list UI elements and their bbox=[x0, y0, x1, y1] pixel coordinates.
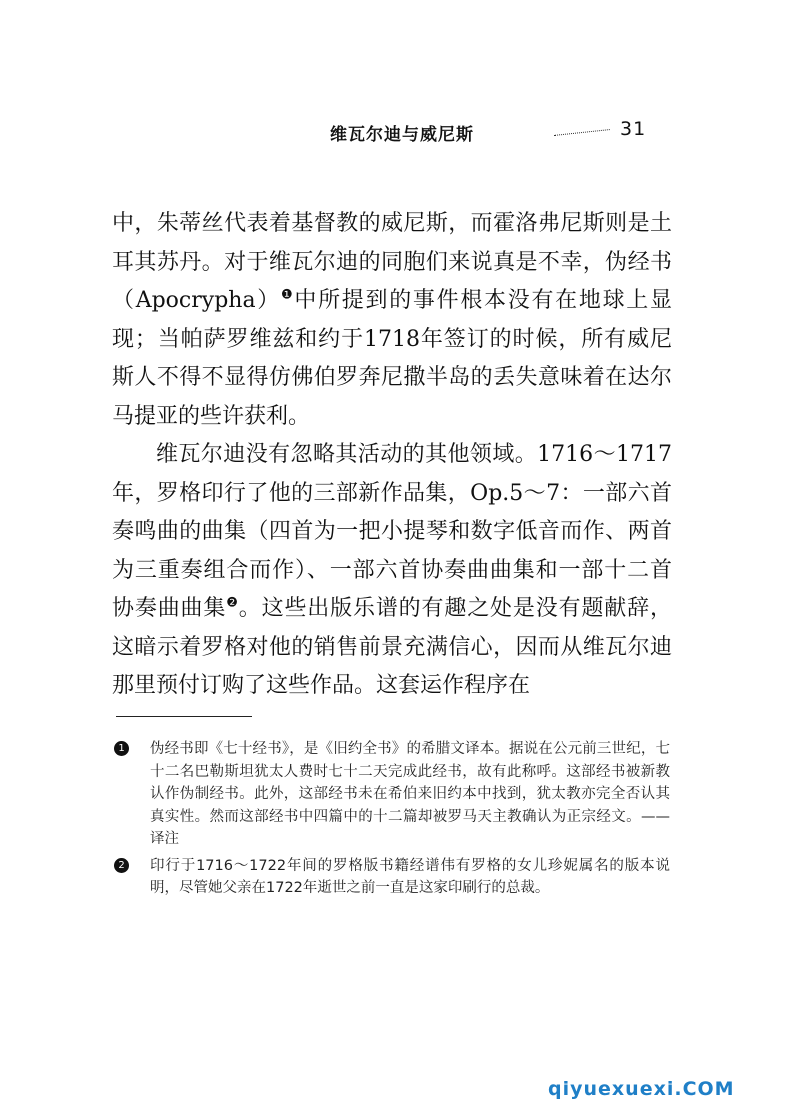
footnote-2 bbox=[118, 855, 670, 900]
page-number: 31 bbox=[620, 118, 647, 140]
footnote-1-text: 伪经书即《七十经书》，是《旧约全书》的希腊文译本。据说在公元前三世纪，七十二名巴勒斯坦犹太人费时七十二天完成此经书，故有此称呼。这部经书被新教认作伪制经书。此外，这部经书未在希伯来旧约本中找到，犹太教亦完全否认其真实性。然而这部经书中四篇中的十二篇却被罗马天主教确认为正宗经文。——译注 bbox=[150, 741, 670, 847]
watermark-text: qiyuexuexi.COM bbox=[548, 1078, 735, 1100]
footnote-2-text: 印行于1716～1722年间的罗格版书籍经谱伟有罗格的女儿珍妮属名的版本说明，尽管她父亲在1722年逝世之前一直是这家印刷行的总裁。 bbox=[150, 857, 670, 896]
paragraph-2-part-2: 。这些出版乐谱的有趣之处是没有题献辞，这暗示着罗格对他的销售前景充满信心，因而从维瓦尔迪那里预付订购了这些作品。这套运作程序在 bbox=[112, 596, 672, 698]
footnotes bbox=[118, 738, 670, 904]
running-header bbox=[330, 118, 660, 148]
paragraph-2 bbox=[112, 436, 672, 706]
footnote-marker-1: ❶ bbox=[280, 287, 295, 303]
header-ornament bbox=[554, 129, 610, 137]
paragraph-1-part-2: 中所提到的事件根本没有在地球上显现；当帕萨罗维兹和约于1718年签订的时候，所有威尼斯人不得不显得仿佛伯罗奔尼撒半岛的丢失意味着在达尔马提亚的些许获利。 bbox=[112, 288, 672, 429]
footnote-marker-2: ❷ bbox=[226, 595, 239, 611]
paragraph-2-part-1: 维瓦尔迪没有忽略其活动的其他领域。1716～1717年，罗格印行了他的三部新作品集，Op.5～7：一部六首奏鸣曲的曲集（四首为一把小提琴和数字低音而作、两首为三重奏组合而作）、一部六首协奏曲曲集和一部十二首协奏曲曲集 bbox=[112, 442, 672, 621]
footnote-1 bbox=[118, 738, 670, 851]
paragraph-1-part-1: 中，朱蒂丝代表着基督教的威尼斯，而霍洛弗尼斯则是土耳其苏丹。对于维瓦尔迪的同胞们来说真是不幸，伪经书（Apocrypha） bbox=[112, 211, 672, 313]
paragraph-1 bbox=[112, 205, 672, 436]
footnote-divider bbox=[116, 716, 252, 718]
site-watermark bbox=[548, 1078, 768, 1108]
main-text bbox=[112, 205, 672, 706]
chapter-title: 维瓦尔迪与威尼斯 bbox=[330, 125, 474, 145]
footnote-2-number: 2 bbox=[114, 858, 129, 873]
footnote-1-number: 1 bbox=[114, 741, 129, 756]
